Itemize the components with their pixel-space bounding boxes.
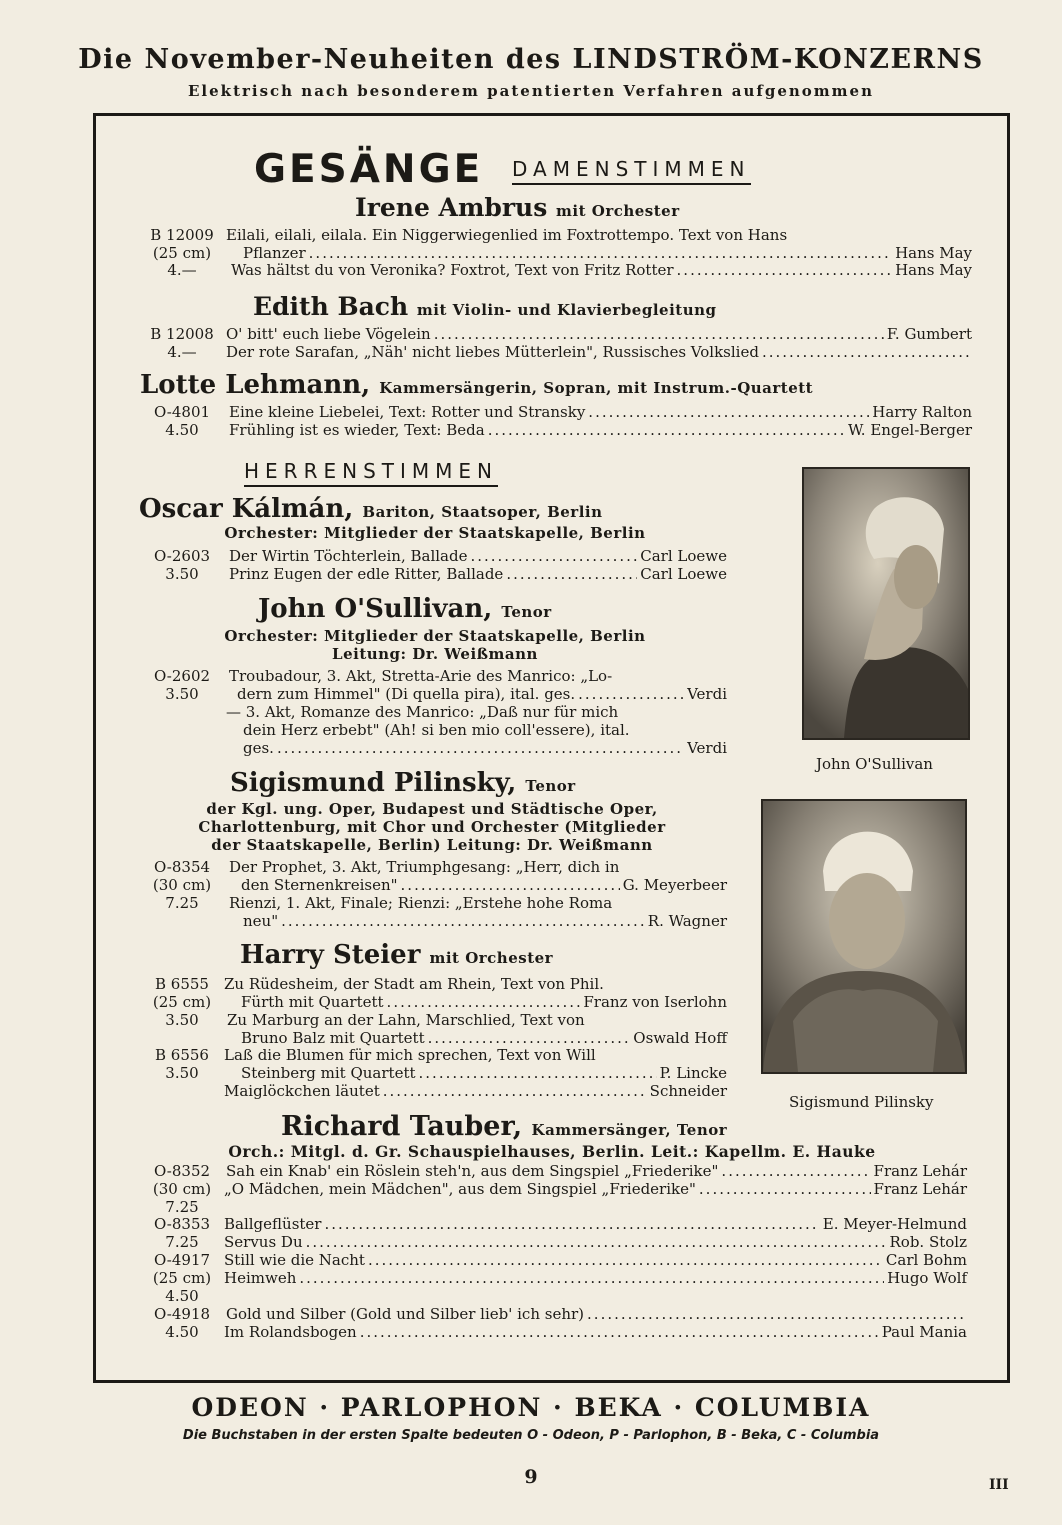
- record-composer: Harry Ralton: [872, 403, 972, 421]
- record-number: O-2602: [153, 667, 211, 685]
- record-title: Bruno Balz mit Quartett: [241, 1029, 425, 1047]
- record-composer: Franz Lehár: [873, 1162, 967, 1180]
- record-price: 3.50: [165, 1011, 199, 1029]
- record-number: O-4801: [153, 403, 211, 421]
- record-title: Gold und Silber (Gold und Silber lieb' ich sehr): [226, 1305, 585, 1323]
- record-price: 4.—: [167, 261, 197, 279]
- record-title: ges.: [243, 739, 274, 757]
- record-price: 3.50: [165, 565, 199, 583]
- record-price: 3.50: [165, 1064, 199, 1082]
- record-price: 7.25: [165, 1233, 199, 1251]
- artist-name: Richard Tauber,: [281, 1111, 523, 1142]
- record-title: Prinz Eugen der edle Ritter, Ballade: [229, 565, 504, 583]
- section-heading: GESÄNGE: [254, 147, 484, 192]
- record-number: B 6556: [155, 1046, 209, 1064]
- artist-name: Lotte Lehmann,: [140, 370, 371, 400]
- artist-desc: Kammersängerin, Sopran, mit Instrum.-Quartett: [379, 379, 814, 397]
- artist-conductor: der Staatskapelle, Berlin) Leitung: Dr. Weißmann: [211, 836, 653, 854]
- artist-orchestra: Orch.: Mitgl. d. Gr. Schauspielhauses, Berlin. Leit.: Kapellm. E. Hauke: [228, 1142, 876, 1161]
- record-title: Steinberg mit Quartett: [241, 1064, 416, 1082]
- record-title: Rienzi, 1. Akt, Finale; Rienzi: „Erstehe hohe Roma: [229, 894, 613, 912]
- record-composer: Oswald Hoff: [633, 1029, 727, 1047]
- record-composer: E. Meyer-Helmund: [822, 1215, 967, 1233]
- artist-heading: [140, 370, 813, 403]
- page-number: 9: [524, 1466, 538, 1488]
- artist-name: John O'Sullivan,: [258, 594, 493, 624]
- record-price: 4.50: [165, 421, 199, 439]
- artist-name: Oscar Kálmán,: [139, 494, 354, 524]
- record-title: O' bitt' euch liebe Vögelein: [226, 325, 431, 343]
- record-price: 4.50: [165, 1323, 199, 1341]
- artist-heading: [258, 594, 552, 627]
- artist-desc: Tenor: [525, 777, 576, 795]
- artist-orchestra: Orchester: Mitglieder der Staatskapelle, Berlin: [224, 627, 646, 645]
- artist-photo: [761, 799, 967, 1074]
- record-title: Servus Du: [224, 1233, 303, 1251]
- record-composer: Carl Loewe: [640, 547, 727, 565]
- artist-orchestra: Charlottenburg, mit Chor und Orchester (Mitglieder: [198, 818, 666, 836]
- record-composer: Verdi: [687, 739, 727, 757]
- record-title: Der Prophet, 3. Akt, Triumphgesang: „Herr, dich in: [229, 858, 620, 876]
- record-number: O-8352: [153, 1162, 211, 1180]
- artist-heading: [253, 292, 717, 325]
- record-title: Was hältst du von Veronika? Foxtrot, Text von Fritz Rotter: [231, 261, 674, 279]
- record-title: Im Rolandsbogen: [224, 1323, 357, 1341]
- record-composer: G. Meyerbeer: [622, 876, 727, 894]
- photo-caption: Sigismund Pilinsky: [789, 1093, 934, 1111]
- artist-desc: Kammersänger, Tenor: [531, 1121, 728, 1139]
- record-composer: Franz von Iserlohn: [583, 993, 727, 1011]
- section-female: DAMENSTIMMEN: [512, 157, 751, 185]
- artist-heading: [230, 768, 576, 801]
- record-composer: Hans May: [895, 261, 972, 279]
- record-number: O-4917: [153, 1251, 211, 1269]
- artist-orchestra: Orchester: Mitglieder der Staatskapelle, Berlin: [224, 524, 646, 542]
- sheet-number: III: [989, 1477, 1009, 1493]
- artist-orchestra: der Kgl. ung. Oper, Budapest und Städtische Oper,: [206, 800, 658, 818]
- artist-photo: [802, 467, 970, 740]
- record-number: O-8354: [153, 858, 211, 876]
- record-number: O-4918: [153, 1305, 211, 1323]
- artist-name: Sigismund Pilinsky,: [230, 768, 517, 798]
- record-title: Maiglöckchen läutet: [224, 1082, 380, 1100]
- record-size: (30 cm): [152, 1180, 212, 1198]
- artist-name: Harry Steier: [240, 940, 421, 970]
- artist-heading: [240, 940, 553, 973]
- record-composer: F. Gumbert: [886, 325, 972, 343]
- artist-name: Edith Bach: [253, 292, 409, 321]
- artist-desc: mit Orchester: [556, 202, 680, 220]
- record-composer: Paul Mania: [881, 1323, 967, 1341]
- footer-note: Die Buchstaben in der ersten Spalte bedeuten O - Odeon, P - Parlophon, B - Beka, C - Columbia: [182, 1428, 880, 1443]
- record-title: Zu Rüdesheim, der Stadt am Rhein, Text von Phil.: [224, 975, 604, 993]
- record-price: 3.50: [165, 685, 199, 703]
- photo-caption: John O'Sullivan: [816, 755, 933, 773]
- record-title: Ballgeflüster: [224, 1215, 322, 1233]
- record-title: Pflanzer: [243, 244, 306, 262]
- artist-desc: Bariton, Staatsoper, Berlin: [362, 503, 603, 521]
- record-title: Still wie die Nacht: [224, 1251, 365, 1269]
- portrait-image: [763, 801, 965, 1072]
- record-composer: Hans May: [895, 244, 972, 262]
- record-composer: Rob. Stolz: [889, 1233, 967, 1251]
- record-price: 7.25: [165, 1198, 199, 1216]
- record-title: Laß die Blumen für mich sprechen, Text von Will: [224, 1046, 596, 1064]
- record-title: Fürth mit Quartett: [241, 993, 384, 1011]
- record-composer: W. Engel-Berger: [847, 421, 972, 439]
- record-price: 4.50: [165, 1287, 199, 1305]
- record-title: Eine kleine Liebelei, Text: Rotter und Stransky: [229, 403, 586, 421]
- record-title: Sah ein Knab' ein Röslein steh'n, aus dem Singspiel „Friederike": [226, 1162, 719, 1180]
- artist-name: Irene Ambrus: [355, 193, 548, 222]
- record-composer: R. Wagner: [647, 912, 727, 930]
- artist-desc: Tenor: [501, 603, 552, 621]
- record-composer: Hugo Wolf: [887, 1269, 967, 1287]
- artist-heading: [139, 494, 603, 527]
- record-composer: P. Lincke: [659, 1064, 727, 1082]
- record-title: neu": [243, 912, 279, 930]
- page-title: Die November-Neuheiten des LINDSTRÖM-KONZERNS: [78, 44, 984, 75]
- record-size: (25 cm): [152, 1269, 212, 1287]
- record-size: (30 cm): [152, 876, 212, 894]
- record-number: O-8353: [153, 1215, 211, 1233]
- record-title: Heimweh: [224, 1269, 297, 1287]
- record-title: Zu Marburg an der Lahn, Marschlied, Text von: [227, 1011, 585, 1029]
- artist-heading: [355, 193, 680, 226]
- record-size: (25 cm): [152, 244, 212, 262]
- record-title: Eilali, eilali, eilala. Ein Niggerwiegenlied im Foxtrottempo. Text von Hans: [226, 226, 788, 244]
- artist-conductor: Leitung: Dr. Weißmann: [332, 645, 538, 663]
- record-composer: Carl Bohm: [885, 1251, 967, 1269]
- record-title: — 3. Akt, Romanze des Manrico: „Daß nur für mich: [226, 703, 619, 721]
- record-title: Der rote Sarafan, „Näh' nicht liebes Mütterlein", Russisches Volkslied: [226, 343, 759, 361]
- artist-heading: [281, 1112, 727, 1145]
- record-title: Frühling ist es wieder, Text: Beda: [229, 421, 485, 439]
- record-title: „O Mädchen, mein Mädchen", aus dem Singspiel „Friederike": [224, 1180, 696, 1198]
- record-price: 4.—: [167, 343, 197, 361]
- record-title: dern zum Himmel" (Di quella pira), ital. ges.: [237, 685, 576, 703]
- record-composer: Schneider: [649, 1082, 727, 1100]
- record-composer: Verdi: [687, 685, 727, 703]
- artist-desc: mit Orchester: [429, 949, 554, 967]
- portrait-image: [804, 469, 968, 738]
- record-title: Der Wirtin Töchterlein, Ballade: [229, 547, 468, 565]
- record-price: 7.25: [165, 894, 199, 912]
- record-composer: Franz Lehár: [873, 1180, 967, 1198]
- record-number: O-2603: [153, 547, 211, 565]
- footer-brands: ODEON · PARLOPHON · BEKA · COLUMBIA: [191, 1393, 871, 1422]
- record-number: B 12009: [150, 226, 214, 244]
- record-number: B 6555: [155, 975, 209, 993]
- page-subtitle: Elektrisch nach besonderem patentierten Verfahren aufgenommen: [188, 82, 874, 100]
- record-number: B 12008: [150, 325, 214, 343]
- record-size: (25 cm): [152, 993, 212, 1011]
- record-title: Troubadour, 3. Akt, Stretta-Arie des Manrico: „Lo-: [229, 667, 613, 685]
- section-male: HERRENSTIMMEN: [244, 459, 498, 487]
- record-title: den Sternenkreisen": [241, 876, 398, 894]
- record-title: dein Herz erbebt" (Ah! si ben mio coll'essere), ital.: [243, 721, 630, 739]
- record-composer: Carl Loewe: [640, 565, 727, 583]
- artist-desc: mit Violin- und Klavierbegleitung: [416, 301, 717, 319]
